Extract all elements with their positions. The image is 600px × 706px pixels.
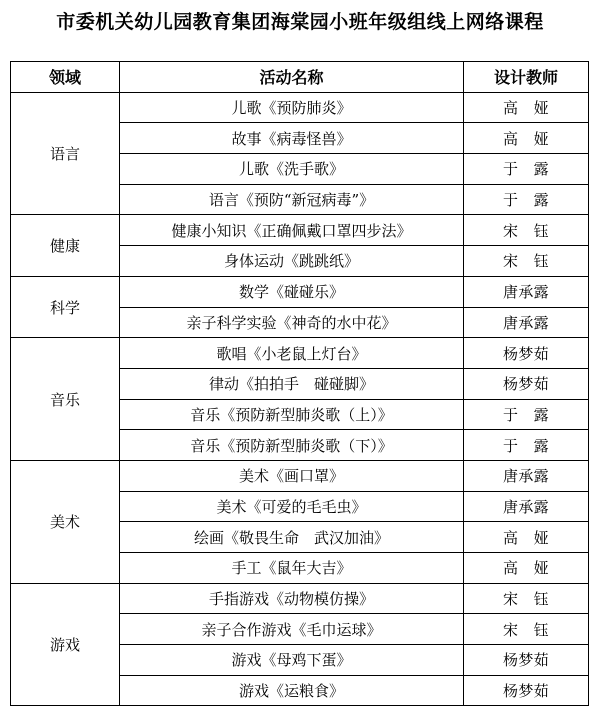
page-title: 市委机关幼儿园教育集团海棠园小班年级组线上网络课程 xyxy=(56,11,544,33)
activity-cell: 身体运动《跳跳纸》 xyxy=(120,246,464,277)
domain-cell: 健康 xyxy=(11,215,120,276)
activity-cell: 手工《鼠年大吉》 xyxy=(120,553,464,584)
teacher-cell: 唐承露 xyxy=(464,307,589,338)
activity-cell: 歌唱《小老鼠上灯台》 xyxy=(120,338,464,369)
teacher-cell: 宋 钰 xyxy=(464,246,589,277)
table-row xyxy=(11,215,589,246)
activity-cell: 游戏《母鸡下蛋》 xyxy=(120,645,464,676)
teacher-cell: 于 露 xyxy=(464,154,589,185)
teacher-cell: 于 露 xyxy=(464,399,589,430)
domain-cell: 科学 xyxy=(11,276,120,337)
table-body xyxy=(11,92,589,706)
activity-cell: 亲子科学实验《神奇的水中花》 xyxy=(120,307,464,338)
header-domain: 领域 xyxy=(11,62,120,93)
teacher-cell: 高 娅 xyxy=(464,92,589,123)
teacher-cell: 杨梦茹 xyxy=(464,645,589,676)
table-row xyxy=(11,92,589,123)
activity-cell: 儿歌《洗手歌》 xyxy=(120,154,464,185)
activity-cell: 健康小知识《正确佩戴口罩四步法》 xyxy=(120,215,464,246)
table-row xyxy=(11,583,589,614)
activity-cell: 绘画《敬畏生命 武汉加油》 xyxy=(120,522,464,553)
activity-cell: 律动《拍拍手 碰碰脚》 xyxy=(120,368,464,399)
teacher-cell: 宋 钰 xyxy=(464,614,589,645)
teacher-cell: 于 露 xyxy=(464,430,589,461)
activity-cell: 美术《画口罩》 xyxy=(120,460,464,491)
teacher-cell: 杨梦茹 xyxy=(464,675,589,706)
domain-cell: 美术 xyxy=(11,460,120,583)
table-row xyxy=(11,460,589,491)
table-header-row xyxy=(11,62,589,93)
activity-cell: 游戏《运粮食》 xyxy=(120,675,464,706)
teacher-cell: 唐承露 xyxy=(464,276,589,307)
teacher-cell: 杨梦茹 xyxy=(464,338,589,369)
activity-cell: 语言《预防“新冠病毒”》 xyxy=(120,184,464,215)
domain-cell: 音乐 xyxy=(11,338,120,461)
teacher-cell: 高 娅 xyxy=(464,553,589,584)
teacher-cell: 高 娅 xyxy=(464,123,589,154)
teacher-cell: 于 露 xyxy=(464,184,589,215)
activity-cell: 亲子合作游戏《毛巾运球》 xyxy=(120,614,464,645)
teacher-cell: 唐承露 xyxy=(464,491,589,522)
header-teacher: 设计教师 xyxy=(464,62,589,93)
activity-cell: 故事《病毒怪兽》 xyxy=(120,123,464,154)
activity-cell: 儿歌《预防肺炎》 xyxy=(120,92,464,123)
teacher-cell: 高 娅 xyxy=(464,522,589,553)
activity-cell: 音乐《预防新型肺炎歌（下）》 xyxy=(120,430,464,461)
teacher-cell: 宋 钰 xyxy=(464,583,589,614)
activity-cell: 手指游戏《动物模仿操》 xyxy=(120,583,464,614)
header-activity: 活动名称 xyxy=(120,62,464,93)
activity-cell: 数学《碰碰乐》 xyxy=(120,276,464,307)
table-row xyxy=(11,276,589,307)
activity-cell: 美术《可爱的毛毛虫》 xyxy=(120,491,464,522)
table-row xyxy=(11,338,589,369)
domain-cell: 游戏 xyxy=(11,583,120,706)
domain-cell: 语言 xyxy=(11,92,120,215)
activity-cell: 音乐《预防新型肺炎歌（上）》 xyxy=(120,399,464,430)
teacher-cell: 唐承露 xyxy=(464,460,589,491)
teacher-cell: 宋 钰 xyxy=(464,215,589,246)
course-table xyxy=(10,61,589,706)
teacher-cell: 杨梦茹 xyxy=(464,368,589,399)
